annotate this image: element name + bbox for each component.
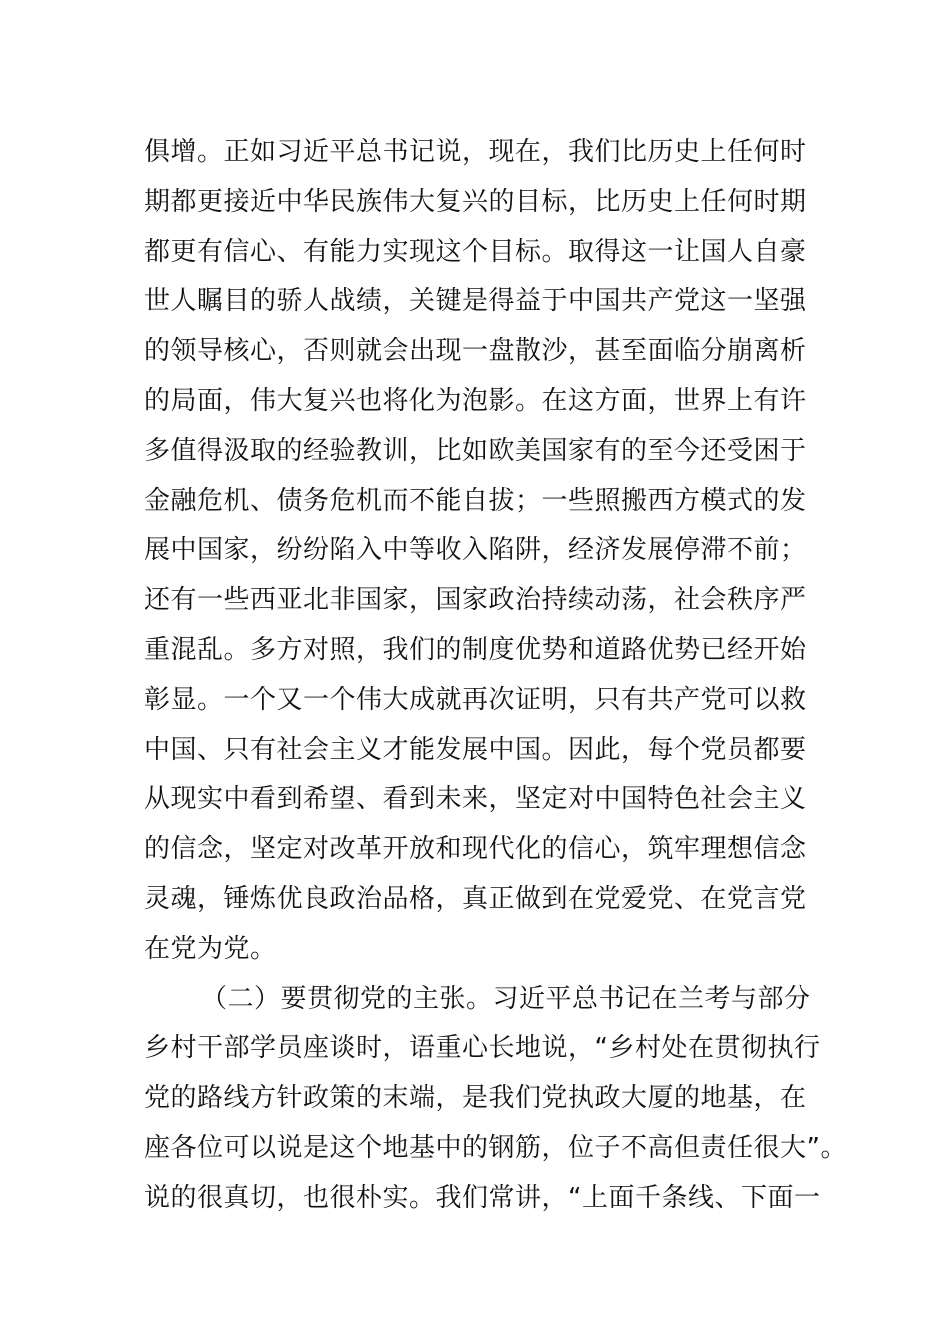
- text-line: 俱增。正如习近平总书记说，现在，我们比历史上任何时: [144, 137, 807, 167]
- paragraph-2: [144, 975, 847, 1224]
- text-line: 的领导核心，否则就会出现一盘散沙，甚至面临分崩离析: [144, 336, 807, 367]
- text-line: 中国、只有社会主义才能发展中国。因此，每个党员都要: [144, 734, 807, 765]
- paragraph-1: [144, 128, 844, 975]
- text-line: （二）要贯彻党的主张。习近平总书记在兰考与部分: [201, 983, 811, 1014]
- text-line: 的信念，坚定对改革开放和现代化的信心，筑牢理想信念: [144, 834, 807, 865]
- body-text: [144, 128, 847, 1224]
- text-line: 展中国家，纷纷陷入中等收入陷阱，经济发展停滞不前；: [144, 535, 807, 566]
- text-line: 党的路线方针政策的末端，是我们党执政大厦的地基，在: [144, 1083, 807, 1114]
- text-line: 重混乱。多方对照，我们的制度优势和道路优势已经开始: [144, 634, 807, 665]
- text-line: 都更有信心、有能力实现这个目标。取得这一让国人自豪: [144, 236, 807, 267]
- text-line: 灵魂，锤炼优良政治品格，真正做到在党爱党、在党言党: [144, 883, 807, 914]
- text-line: 期都更接近中华民族伟大复兴的目标，比历史上任何时期: [144, 186, 807, 217]
- text-line: 彰显。一个又一个伟大成就再次证明，只有共产党可以救: [144, 684, 807, 715]
- text-line: 还有一些西亚北非国家，国家政治持续动荡，社会秩序严: [144, 585, 807, 616]
- text-line: 座各位可以说是这个地基中的钢筋，位子不高但责任很大”。: [144, 1132, 847, 1163]
- text-line: 多值得汲取的经验教训，比如欧美国家有的至今还受困于: [144, 435, 807, 466]
- text-line: 世人瞩目的骄人战绩，关键是得益于中国共产党这一坚强: [144, 286, 807, 317]
- text-line: 的局面，伟大复兴也将化为泡影。在这方面，世界上有许: [144, 385, 807, 416]
- text-line: 说的很真切，也很朴实。我们常讲，“上面千条线、下面一: [144, 1182, 821, 1213]
- text-line: 金融危机、债务危机而不能自拔；一些照搬西方模式的发: [144, 485, 807, 516]
- text-line: 在党为党。: [144, 933, 277, 964]
- text-line: 从现实中看到希望、看到未来，坚定对中国特色社会主义: [144, 784, 807, 815]
- text-line: 乡村干部学员座谈时，语重心长地说，“乡村处在贯彻执行: [144, 1033, 821, 1064]
